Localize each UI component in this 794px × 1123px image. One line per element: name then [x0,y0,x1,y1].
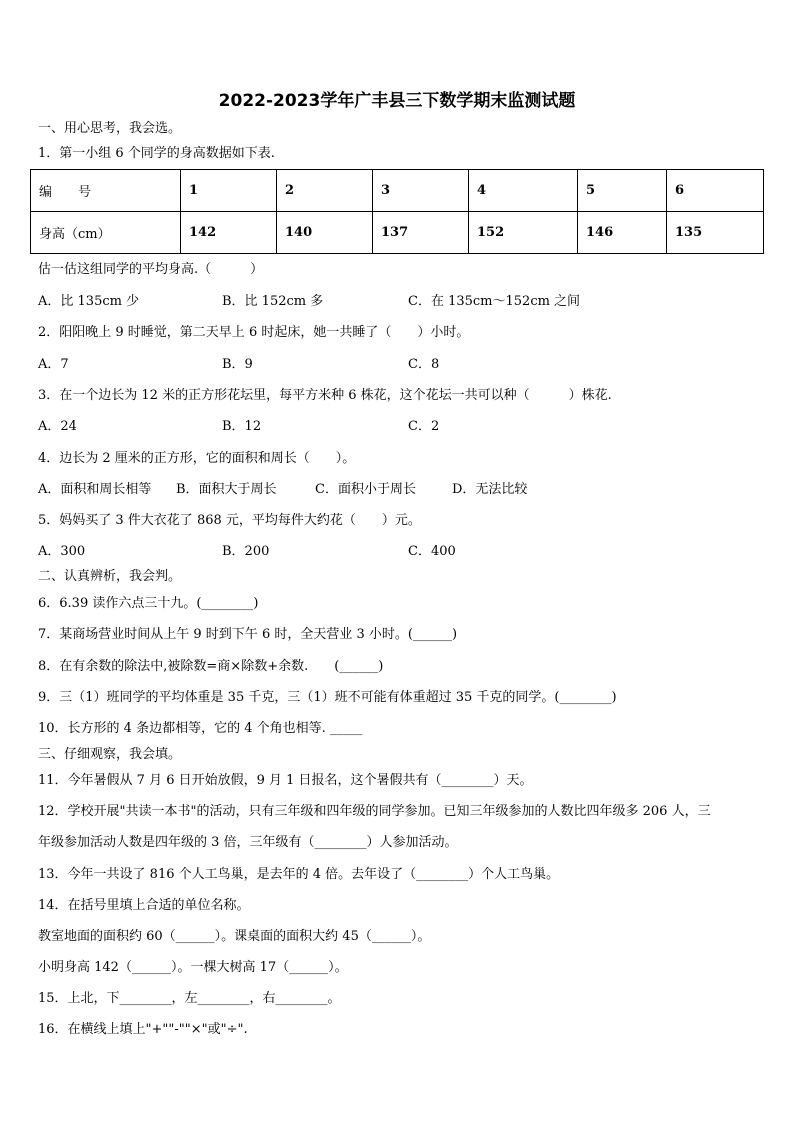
question-12-line-1: 12．学校开展"共读一本书"的活动，只有三年级和四年级的同学参加。已知三年级参加的人数比四年级多 206 人，三 [38,804,711,819]
option: C．8 [408,357,440,372]
option: B．面积大于周长 [176,482,277,497]
question-6: 6．6.39 读作六点三十九。(________) [38,596,259,611]
option: D．无法比较 [452,482,528,497]
table-cell: 152 [469,212,578,254]
table-cell: 编 号 [31,170,181,212]
table-cell: 4 [469,170,578,212]
table-cell: 3 [373,170,469,212]
question-5: 5．妈妈买了 3 件大衣花了 868 元，平均每件大约花（ ）元。 [38,513,421,528]
section-3-heading: 三、仔细观察，我会填。 [38,747,182,762]
table-cell: 6 [667,170,764,212]
table-cell: 身高（cm） [31,212,181,254]
question-15: 15．上北，下________，左________，右________。 [38,991,341,1006]
table-cell: 1 [181,170,277,212]
table-cell: 140 [277,212,373,254]
question-14: 14．在括号里填上合适的单位名称。 [38,898,250,913]
table-cell: 142 [181,212,277,254]
height-table [30,169,764,254]
table-cell: 135 [667,212,764,254]
question-3: 3．在一个边长为 12 米的正方形花坛里，每平方米种 6 株花，这个花坛一共可以种（ ）株花. [38,388,612,403]
question-7: 7．某商场营业时间从上午 9 时到下午 6 时，全天营业 3 小时。(______) [38,627,458,642]
question-2: 2．阳阳晚上 9 时睡觉，第二天早上 6 时起床，她一共睡了（ ）小时。 [38,325,470,340]
table-row [31,170,764,212]
question-9: 9．三（1）班同学的平均体重是 35 千克，三（1）班不可能有体重超过 35 千克的同学。(________) [38,690,617,705]
option: B．比 152cm 多 [222,294,324,309]
option: A．比 135cm 少 [38,294,140,309]
question-16: 16．在横线上填上"+""-""×"或"÷". [38,1022,248,1037]
option: B．200 [222,544,270,559]
option: B．12 [222,419,262,434]
page-title: 2022-2023学年广丰县三下数学期末监测试题 [218,91,576,111]
question-11: 11．今年暑假从 7 月 6 日开始放假，9 月 1 日报名，这个暑假共有（________）天。 [38,773,533,788]
question-12-line-2: 年级参加活动人数是四年级的 3 倍，三年级有（________）人参加活动。 [38,835,458,850]
option: A．24 [38,419,77,434]
option: B．9 [222,357,253,372]
option: C．在 135cm～152cm 之间 [408,294,581,309]
question-8: 8．在有余数的除法中,被除数=商×除数+余数. (______) [38,659,384,674]
question-10: 10．长方形的 4 条边都相等，它的 4 个角也相等. _____ [38,721,363,736]
table-cell: 2 [277,170,373,212]
table-cell: 146 [578,212,667,254]
question-1: 1．第一小组 6 个同学的身高数据如下表. [38,146,275,161]
question-4: 4．边长为 2 厘米的正方形，它的面积和周长（ ）。 [38,451,356,466]
option: A．300 [38,544,86,559]
option: A．面积和周长相等 [38,482,152,497]
option: C．面积小于周长 [315,482,416,497]
option: C．2 [408,419,440,434]
question-14-line-2: 小明身高 142（______）。一棵大树高 17（______）。 [38,960,348,975]
table-cell: 5 [578,170,667,212]
question-14-line-1: 教室地面的面积约 60（______）。课桌面的面积大约 45（______）。 [38,929,431,944]
question-13: 13．今年一共设了 816 个人工鸟巢，是去年的 4 倍。去年设了（________）个人工鸟巢。 [38,867,560,882]
table-cell: 137 [373,212,469,254]
option: A．7 [38,357,69,372]
question-1-ask: 估一估这组同学的平均身高.（ ） [38,262,264,277]
section-2-heading: 二、认真辨析，我会判。 [38,569,182,584]
section-1-heading: 一、用心思考，我会选。 [38,121,182,136]
table-row [31,212,764,254]
option: C．400 [408,544,456,559]
